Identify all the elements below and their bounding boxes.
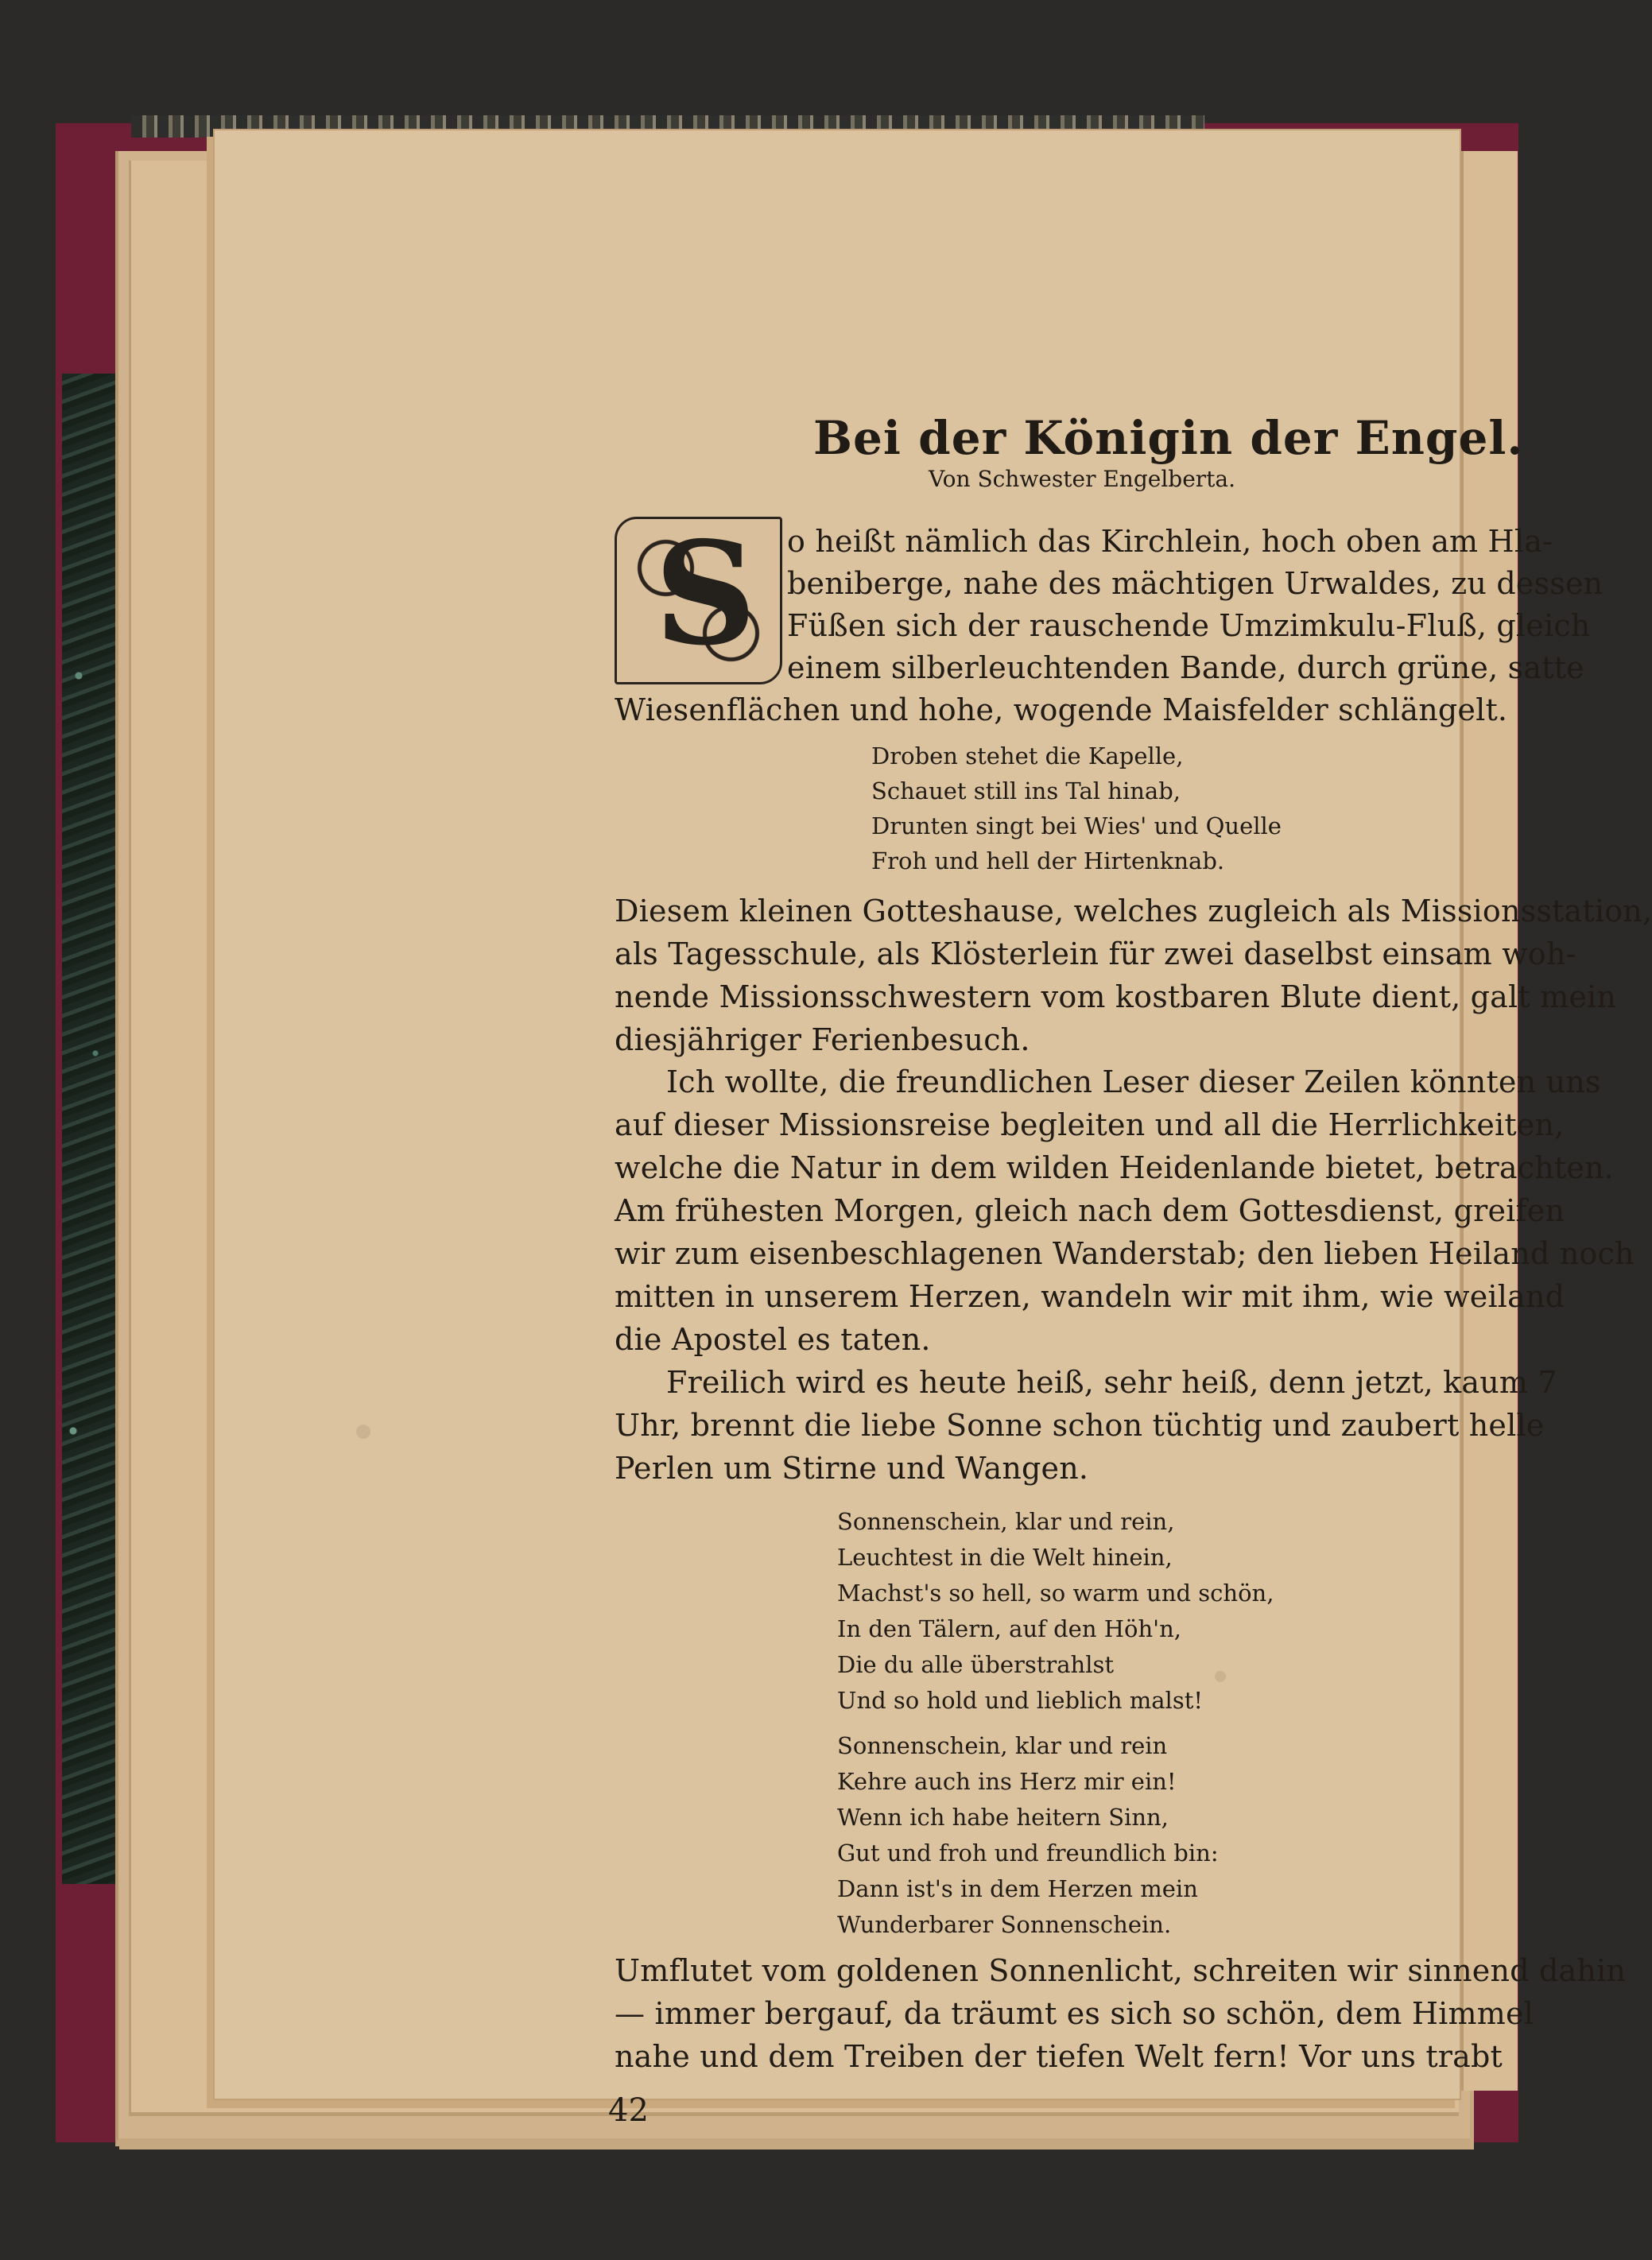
paragraph-line: Umflutet vom goldenen Sonnenlicht, schreiten wir sinnend dahin [615,1953,1627,1988]
poem-line: Droben stehet die Kapelle, [871,742,1184,769]
paragraph-line: Füßen sich der rauschende Umzimkulu-Fluß, gleich [787,608,1591,643]
poem-line: Machst's so hell, so warm und schön, [837,1580,1274,1607]
paragraph-line: Ich wollte, die freundlichen Leser dieser Zeilen könnten uns [666,1064,1601,1099]
paper-spot [356,1425,370,1439]
marbled-spine [62,374,118,1884]
paragraph-line: Freilich wird es heute heiß, sehr heiß, denn jetzt, kaum 7 [666,1365,1557,1400]
paragraph-line: einem silberleuchtenden Bande, durch grüne, satte [787,650,1584,685]
paragraph-line: beniberge, nahe des mächtigen Urwaldes, zu dessen [787,566,1604,601]
page-title: Bei der Königin der Engel. [813,411,1524,465]
paragraph-line: Wiesenflächen und hohe, wogende Maisfelder schlängelt. [615,692,1508,727]
dropcap-letter: S [654,510,757,676]
paragraph-line: Diesem kleinen Gotteshause, welches zugleich als Missionsstation, [615,894,1652,928]
poem-line: Gut und froh und freundlich bin: [837,1839,1219,1867]
poem-line: Wunderbarer Sonnenschein. [837,1911,1172,1938]
poem-line: Schauet still ins Tal hinab, [871,777,1181,804]
paragraph-line: mitten in unserem Herzen, wandeln wir mit ihm, wie weiland [615,1279,1565,1314]
page-number: 42 [608,2092,649,2129]
paragraph-line: als Tagesschule, als Klösterlein für zwei daselbst einsam woh- [615,936,1576,971]
author-line: Von Schwester Engelberta. [929,466,1235,492]
paragraph-line: o heißt nämlich das Kirchlein, hoch oben am Hla- [787,524,1553,559]
poem-line: Dann ist's in dem Herzen mein [837,1875,1198,1902]
poem-line: In den Tälern, auf den Höh'n, [837,1615,1182,1642]
poem-line: Sonnenschein, klar und rein, [837,1508,1175,1535]
poem-line: Kehre auch ins Herz mir ein! [837,1768,1177,1795]
paragraph-line: — immer bergauf, da träumt es sich so schön, dem Himmel [615,1996,1534,2031]
poem-line: Leuchtest in die Welt hinein, [837,1544,1173,1571]
paragraph-line: nende Missionsschwestern vom kostbaren Blute dient, galt mein [615,979,1617,1014]
paragraph-line: nahe und dem Treiben der tiefen Welt fern! Vor uns trabt [615,2039,1503,2074]
paragraph-line: auf dieser Missionsreise begleiten und all die Herrlichkeiten, [615,1107,1565,1142]
paragraph-line: wir zum eisenbeschlagenen Wanderstab; den lieben Heiland noch [615,1236,1635,1271]
paper-spot [1215,1671,1226,1682]
poem-line: Und so hold und lieblich malst! [837,1687,1204,1714]
poem-line: Froh und hell der Hirtenknab. [871,847,1225,874]
paragraph-line: Uhr, brennt die liebe Sonne schon tüchtig und zaubert helle [615,1408,1545,1443]
poem-line: Drunten singt bei Wies' und Quelle [871,812,1282,839]
paragraph-line: Perlen um Stirne und Wangen. [615,1451,1089,1486]
poem-line: Wenn ich habe heitern Sinn, [837,1804,1169,1831]
decorative-dropcap [615,510,782,684]
poem-line: Die du alle überstrahlst [837,1651,1115,1678]
paragraph-line: Am frühesten Morgen, gleich nach dem Gottesdienst, greifen [615,1193,1565,1228]
paragraph-line: diesjähriger Ferienbesuch. [615,1022,1030,1057]
poem-line: Sonnenschein, klar und rein [837,1732,1168,1759]
printed-page [213,129,1652,2129]
paragraph-line: die Apostel es taten. [615,1322,931,1357]
paragraph-line: welche die Natur in dem wilden Heidenlande bietet, betrachten. [615,1150,1615,1185]
